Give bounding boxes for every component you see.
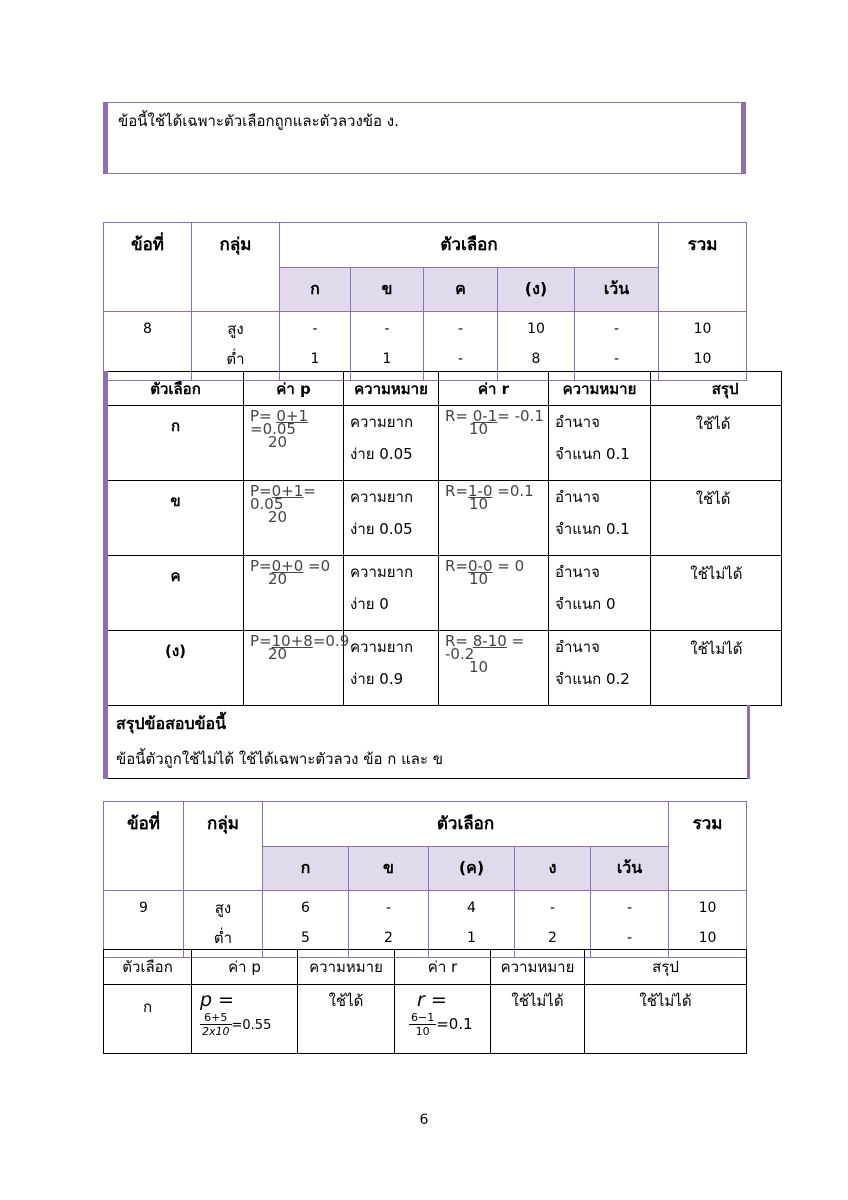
p-meaning: ความยาก ง่าย 0.9: [344, 631, 439, 706]
option-label: ง: [515, 846, 591, 891]
total-cell: 10 10: [669, 891, 747, 958]
header-item: ข้อที่: [104, 223, 192, 312]
option-label: ค: [424, 267, 498, 312]
analysis-header: ความหมาย: [344, 372, 439, 406]
analysis-header: ค่า r: [395, 950, 491, 985]
note-text: ข้อนี้ใช้ได้เฉพาะตัวเลือกถูกและตัวลวงข้อ ง.: [118, 112, 399, 130]
item-number: 8: [104, 312, 192, 381]
analysis-header: ค่า p: [192, 950, 298, 985]
analysis-row: [104, 985, 747, 1054]
analysis-header: ตัวเลือก: [106, 372, 244, 406]
summary-cell: ใช้ไม่ได้: [651, 631, 749, 706]
analysis-row: [106, 406, 782, 481]
freq-cell: - 1: [351, 312, 424, 381]
option-label: ข: [349, 846, 429, 891]
r-formula: R= 8-10 = -0.2 10: [439, 631, 549, 706]
group-high: สูง: [227, 320, 244, 338]
freq-cell: 10 8: [498, 312, 575, 381]
freq-cell: - -: [591, 891, 669, 958]
p-formula: P=0+1= 0.05 20: [244, 481, 344, 556]
analysis-header: สรุป: [651, 372, 749, 406]
conclusion-title: สรุปข้อสอบข้อนี้: [116, 714, 227, 733]
item9-frequency-table: [103, 801, 747, 958]
p-meaning: ความยาก ง่าย 0: [344, 556, 439, 631]
p-meaning: ความยาก ง่าย 0.05: [344, 406, 439, 481]
analysis-header: ตัวเลือก: [104, 950, 192, 985]
analysis-header: สรุป: [585, 950, 747, 985]
analysis-header: ความหมาย: [298, 950, 395, 985]
analysis-option: ข: [106, 481, 244, 556]
item8-analysis-table: [103, 371, 782, 779]
analysis-header: ค่า p: [244, 372, 344, 406]
page-number: 6: [419, 1112, 429, 1128]
option-label: เว้น: [591, 846, 669, 891]
p-formula: p = $\frac{6+5}{2x10}$ =0.55: [192, 985, 298, 1054]
item8-frequency-table: [103, 222, 747, 381]
conclusion-row: [106, 706, 782, 779]
total-cell: 10 10: [659, 312, 747, 381]
analysis-option: ก: [104, 985, 192, 1054]
analysis-option: (ง): [106, 631, 244, 706]
r-meaning: อำนาจ จำแนก 0.1: [549, 481, 651, 556]
freq-cell: - 2: [349, 891, 429, 958]
option-label: (ง): [498, 267, 575, 312]
header-total: รวม: [669, 802, 747, 891]
r-meaning: อำนาจ จำแนก 0.1: [549, 406, 651, 481]
option-label: (ค): [429, 846, 515, 891]
freq-cell: - -: [575, 312, 659, 381]
r-meaning: อำนาจ จำแนก 0.2: [549, 631, 651, 706]
analysis-header: ค่า r: [439, 372, 549, 406]
analysis-option: ก: [106, 406, 244, 481]
analysis-row: [106, 481, 782, 556]
freq-cell: 4 1: [429, 891, 515, 958]
option-label: ข: [351, 267, 424, 312]
p-formula: P=10+8=0.9 20: [244, 631, 344, 706]
p-formula: P= 0+1 =0.05 20: [244, 406, 344, 481]
group-low: ต่ำ: [226, 350, 245, 368]
analysis-row: [106, 556, 782, 631]
option-label: ก: [263, 846, 349, 891]
analysis-header: ความหมาย: [549, 372, 651, 406]
note-box: [103, 102, 746, 174]
option-label: ก: [280, 267, 351, 312]
group-high: สูง: [214, 899, 232, 917]
freq-cell: 6 5: [263, 891, 349, 958]
header-total: รวม: [659, 223, 747, 312]
freq-cell: - 2: [515, 891, 591, 958]
summary-cell: ใช้ไม่ได้: [651, 556, 749, 631]
r-formula: R=0-0 = 0 10: [439, 556, 549, 631]
r-meaning: อำนาจ จำแนก 0: [549, 556, 651, 631]
analysis-header: ความหมาย: [491, 950, 585, 985]
header-options: ตัวเลือก: [263, 802, 669, 847]
p-meaning: ความยาก ง่าย 0.05: [344, 481, 439, 556]
analysis-option: ค: [106, 556, 244, 631]
conclusion-cell: [106, 706, 749, 779]
option-label: เว้น: [575, 267, 659, 312]
r-formula: r = $\frac{6-1}{10}$ =0.1: [395, 985, 491, 1054]
item9-analysis-table: [103, 949, 747, 1054]
group-low: ต่ำ: [213, 929, 233, 947]
header-group: กลุ่ม: [184, 802, 263, 891]
summary-cell: ใช้ได้: [651, 481, 749, 556]
freq-cell: - -: [424, 312, 498, 381]
header-options: ตัวเลือก: [280, 223, 659, 268]
group-cell: [184, 891, 263, 958]
header-item: ข้อที่: [104, 802, 184, 891]
r-formula: R=1-0 =0.1 10: [439, 481, 549, 556]
summary-cell: ใช้ได้: [651, 406, 749, 481]
r-formula: R= 0-1= -0.1 10: [439, 406, 549, 481]
analysis-row: [106, 631, 782, 706]
conclusion-text: ข้อนี้ตัวถูกใช้ไม่ได้ ใช้ได้เฉพาะตัวลวง ข้อ ก และ ข: [116, 750, 444, 768]
freq-cell: - 1: [280, 312, 351, 381]
p-formula: P=0+0 =0 20: [244, 556, 344, 631]
item-number: 9: [104, 891, 184, 958]
p-meaning: ใช้ได้: [298, 985, 395, 1054]
summary-cell: ใช้ไม่ได้: [585, 985, 747, 1054]
r-meaning: ใช้ไม่ได้: [491, 985, 585, 1054]
header-group: กลุ่ม: [192, 223, 280, 312]
